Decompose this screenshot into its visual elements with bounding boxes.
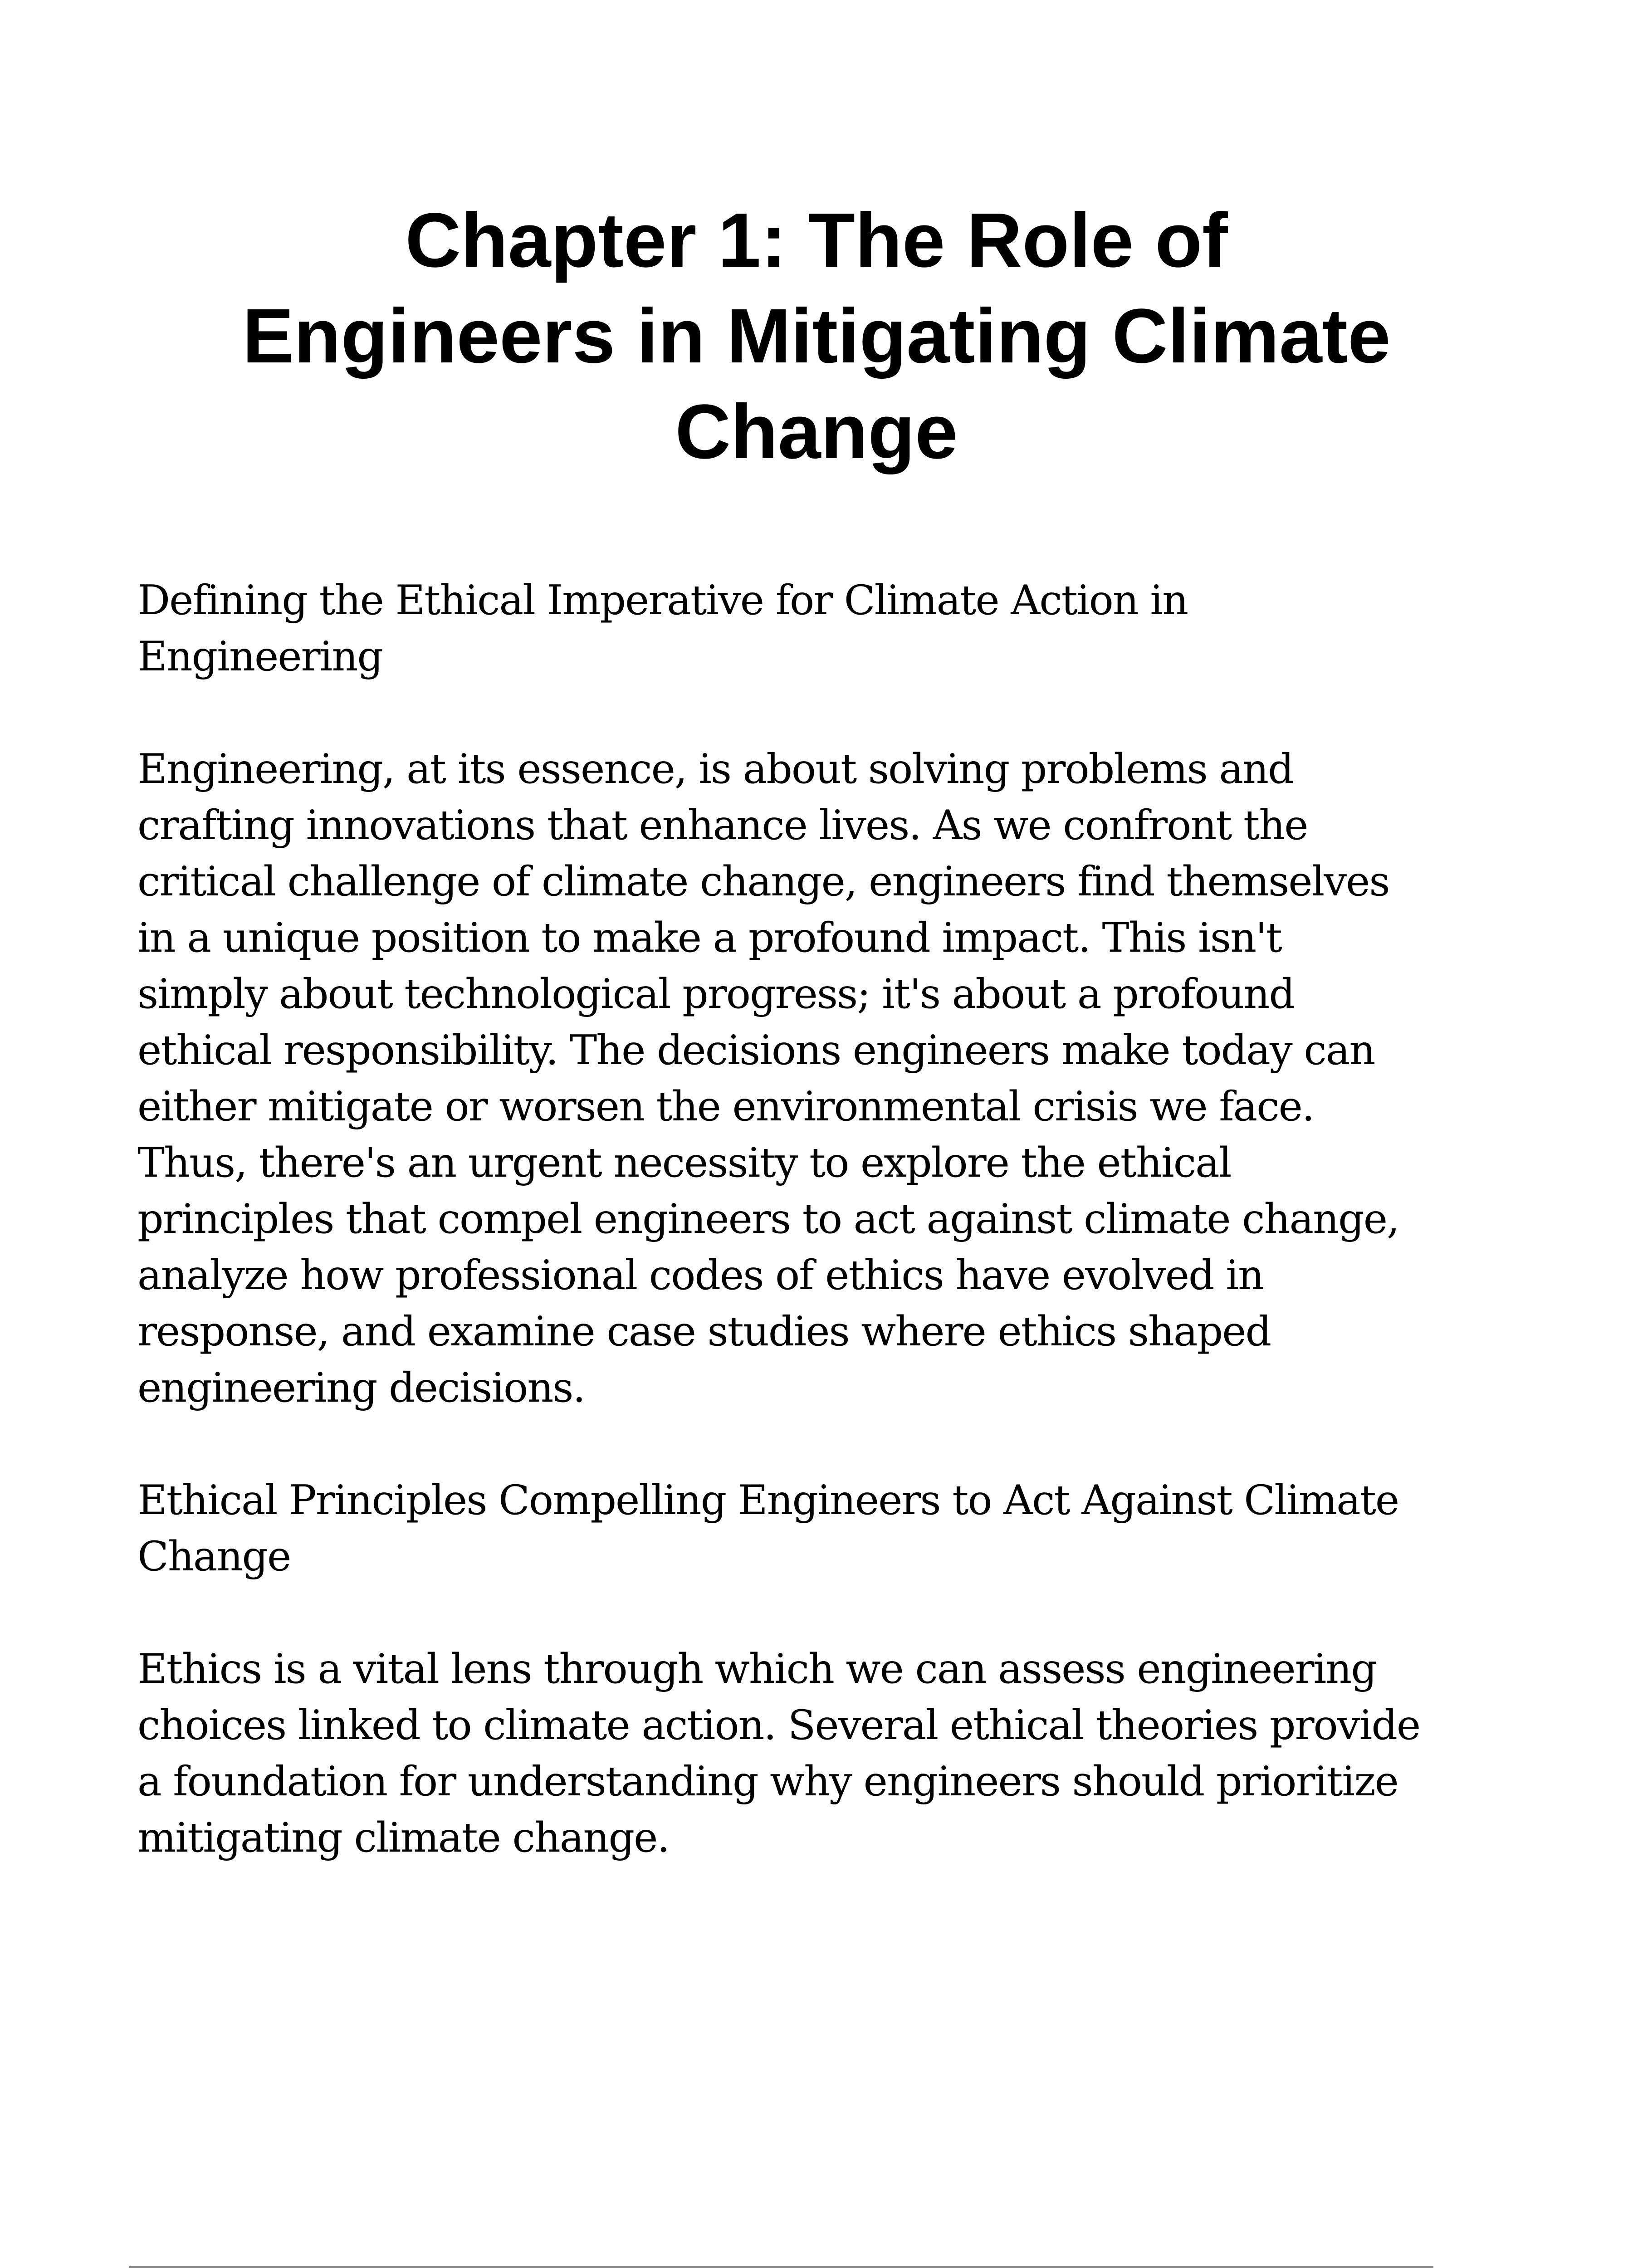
paragraph-line: Engineering, at its essence, is about solving problems and bbox=[137, 745, 1293, 793]
paragraph-line: simply about technological progress; it's about a profound bbox=[137, 970, 1294, 1018]
chapter-title-line: Engineers in Mitigating Climate bbox=[242, 293, 1391, 379]
paragraph-line: mitigating climate change. bbox=[137, 1814, 669, 1862]
section-heading-line: Defining the Ethical Imperative for Climate Action in bbox=[137, 577, 1188, 624]
section-heading-line: Engineering bbox=[137, 633, 382, 680]
paragraph-line: engineering decisions. bbox=[137, 1364, 585, 1412]
paragraph-line: a foundation for understanding why engineers should prioritize bbox=[137, 1758, 1398, 1805]
section-heading-line: Change bbox=[137, 1533, 291, 1580]
paragraph-line: response, and examine case studies where ethics shaped bbox=[137, 1308, 1271, 1355]
paragraph-line: crafting innovations that enhance lives. As we confront the bbox=[137, 802, 1308, 849]
chapter-title-line: Change bbox=[675, 389, 958, 475]
section-heading bbox=[137, 1472, 1498, 1585]
paragraph-line: Ethics is a vital lens through which we can assess engineering bbox=[137, 1645, 1376, 1693]
section-heading-line: Ethical Principles Compelling Engineers to Act Against Climate bbox=[137, 1476, 1399, 1524]
paragraph-line: in a unique position to make a profound impact. This isn't bbox=[137, 914, 1281, 962]
paragraph-line: analyze how professional codes of ethics have evolved in bbox=[137, 1251, 1263, 1299]
paragraph-line: either mitigate or worsen the environmental crisis we face. bbox=[137, 1083, 1314, 1130]
chapter-title-line: Chapter 1: The Role of bbox=[405, 197, 1228, 284]
paragraph-line: ethical responsibility. The decisions engineers make today can bbox=[137, 1026, 1375, 1074]
body-paragraph bbox=[137, 741, 1498, 1416]
paragraph-line: choices linked to climate action. Several ethical theories provide bbox=[137, 1701, 1420, 1749]
footer-divider bbox=[129, 2266, 1433, 2268]
paragraph-line: principles that compel engineers to act against climate change, bbox=[137, 1195, 1399, 1243]
chapter-title bbox=[136, 193, 1497, 480]
paragraph-line: critical challenge of climate change, engineers find themselves bbox=[137, 858, 1389, 905]
paragraph-line: Thus, there's an urgent necessity to explore the ethical bbox=[137, 1139, 1231, 1187]
section-heading bbox=[137, 572, 1498, 685]
page-body bbox=[137, 572, 1498, 1922]
body-paragraph bbox=[137, 1641, 1498, 1866]
